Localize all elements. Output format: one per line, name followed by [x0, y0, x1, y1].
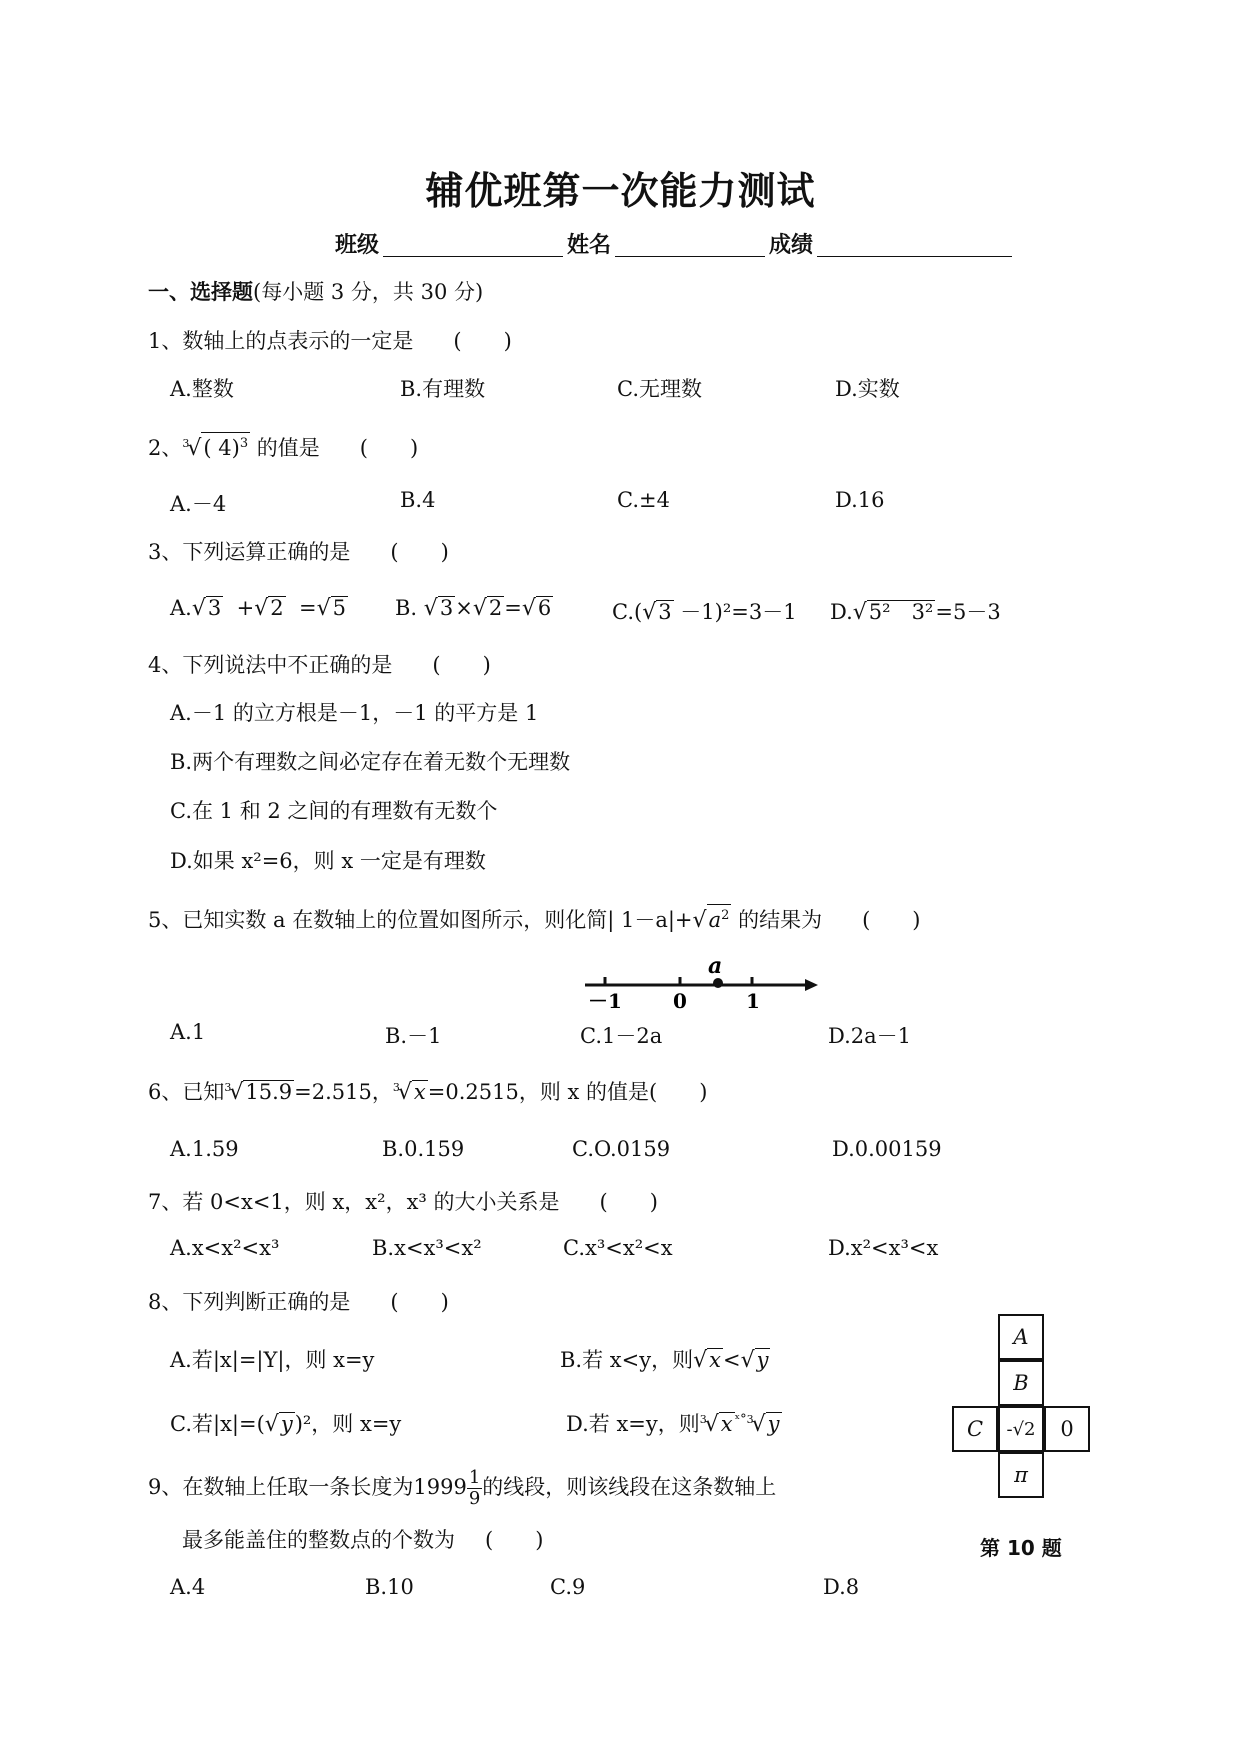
net-cell-c: C [952, 1406, 998, 1452]
q8-option-a: A.若|x|=|Y|，则 x=y [170, 1348, 375, 1372]
q5-option-d: D.2a－1 [828, 1024, 912, 1048]
q7-option-a: A.x<x²<x³ [170, 1236, 280, 1260]
q1-option-c: C.无理数 [617, 377, 702, 401]
q6-option-d: D.0.00159 [832, 1137, 942, 1161]
q9-option-a: A.4 [170, 1575, 206, 1599]
point-a [713, 978, 723, 988]
q6-option-c: C.O.0159 [572, 1137, 671, 1161]
q9-option-c: C.9 [550, 1575, 586, 1599]
net-cell-a: A [998, 1314, 1044, 1360]
question-8: 8、下列判断正确的是 ( ) [148, 1290, 449, 1314]
label-1: 1 [746, 989, 760, 1013]
q6-option-b: B.0.159 [382, 1137, 465, 1161]
q8-option-c: C.若|x|=(√y)²，则 x=y [170, 1412, 402, 1437]
question-1: 1、数轴上的点表示的一定是 ( ) [148, 329, 512, 353]
q3-option-d: D.√5² 3²=5－3 [830, 600, 1001, 625]
name-label: 姓名 [567, 233, 612, 258]
q3-option-b: B. √3×√2=√6 [395, 596, 552, 621]
q5-option-a: A.1 [170, 1020, 206, 1044]
q4-option-b: B.两个有理数之间必定存在着无数个无理数 [170, 750, 571, 774]
q2-option-c: C.±4 [617, 488, 670, 512]
q6-option-a: A.1.59 [170, 1137, 239, 1161]
point-a-label: a [708, 955, 723, 979]
net-cell-root: -√2 [998, 1406, 1044, 1452]
number-line-figure [580, 955, 820, 1015]
section-heading: 一、选择题(每小题 3 分，共 30 分) [148, 280, 484, 304]
question-6: 6、已知$^3$√15.9=2.515，$^3$√x=0.2515，则 x 的值是( ) [148, 1080, 708, 1105]
q8-option-d: D.若 x=y，则$^3$√x $^{ˣ^\circ 3}$√y [566, 1412, 780, 1437]
q4-option-d: D.如果 x²=6，则 x 一定是有理数 [170, 849, 486, 873]
net-cell-pi: π [998, 1452, 1044, 1498]
q8-option-b: B.若 x<y，则√x<√y [560, 1348, 769, 1373]
net-cell-b: B [998, 1360, 1044, 1406]
question-3: 3、下列运算正确的是 ( ) [148, 540, 449, 564]
q4-option-a: A.－1 的立方根是－1，－1 的平方是 1 [170, 701, 539, 725]
q2-option-d: D.16 [835, 488, 885, 512]
q9-option-b: B.10 [365, 1575, 414, 1599]
class-field[interactable] [383, 234, 563, 257]
q2-option-a: A.－4 [170, 492, 227, 516]
q7-option-c: C.x³<x²<x [563, 1236, 673, 1260]
q1-option-b: B.有理数 [400, 377, 486, 401]
question-2: 2、$^3$√( 4)$^3$ 的值是 ( ) [148, 432, 418, 462]
question-4: 4、下列说法中不正确的是 ( ) [148, 653, 491, 677]
student-info-row [335, 228, 1016, 259]
score-field[interactable] [817, 234, 1012, 257]
score-label: 成绩 [769, 233, 814, 258]
cube-net-figure [950, 1314, 1140, 1504]
figure-caption: 第 10 题 [980, 1536, 1062, 1560]
q5-option-b: B.－1 [385, 1024, 442, 1048]
q3-option-a: A.√3 +√2 =√5 [170, 596, 346, 621]
q3-option-c: C.(√3 －1)²=3－1 [612, 600, 797, 625]
question-5: 5、已知实数 a 在数轴上的位置如图所示，则化简| $1-a|+√a^2$ 的结果为 ( ) [148, 904, 920, 934]
question-7: 7、若 0<x<1，则 x，x²，x³ 的大小关系是 ( ) [148, 1190, 658, 1214]
q7-option-b: B.x<x³<x² [372, 1236, 482, 1260]
q1-option-a: A.整数 [170, 377, 234, 401]
net-cell-zero: 0 [1044, 1406, 1090, 1452]
label-minus-1: －1 [588, 989, 622, 1013]
name-field[interactable] [615, 234, 765, 257]
q9-option-d: D.8 [823, 1575, 860, 1599]
q1-option-d: D.实数 [835, 377, 900, 401]
class-label: 班级 [335, 233, 380, 258]
question-9-line2: 最多能盖住的整数点的个数为 ( ) [182, 1528, 544, 1552]
q5-option-c: C.1－2a [580, 1024, 663, 1048]
q2-option-b: B.4 [400, 488, 436, 512]
axis-arrow [805, 979, 818, 991]
q7-option-d: D.x²<x³<x [828, 1236, 939, 1260]
q4-option-c: C.在 1 和 2 之间的有理数有无数个 [170, 799, 498, 823]
question-9: 9、在数轴上任取一条长度为1999 $\frac{1}{9}$ 的线段，则该线段在这条数轴上 [148, 1467, 777, 1509]
label-0: 0 [673, 989, 687, 1013]
page-title: 辅优班第一次能力测试 [425, 169, 816, 213]
